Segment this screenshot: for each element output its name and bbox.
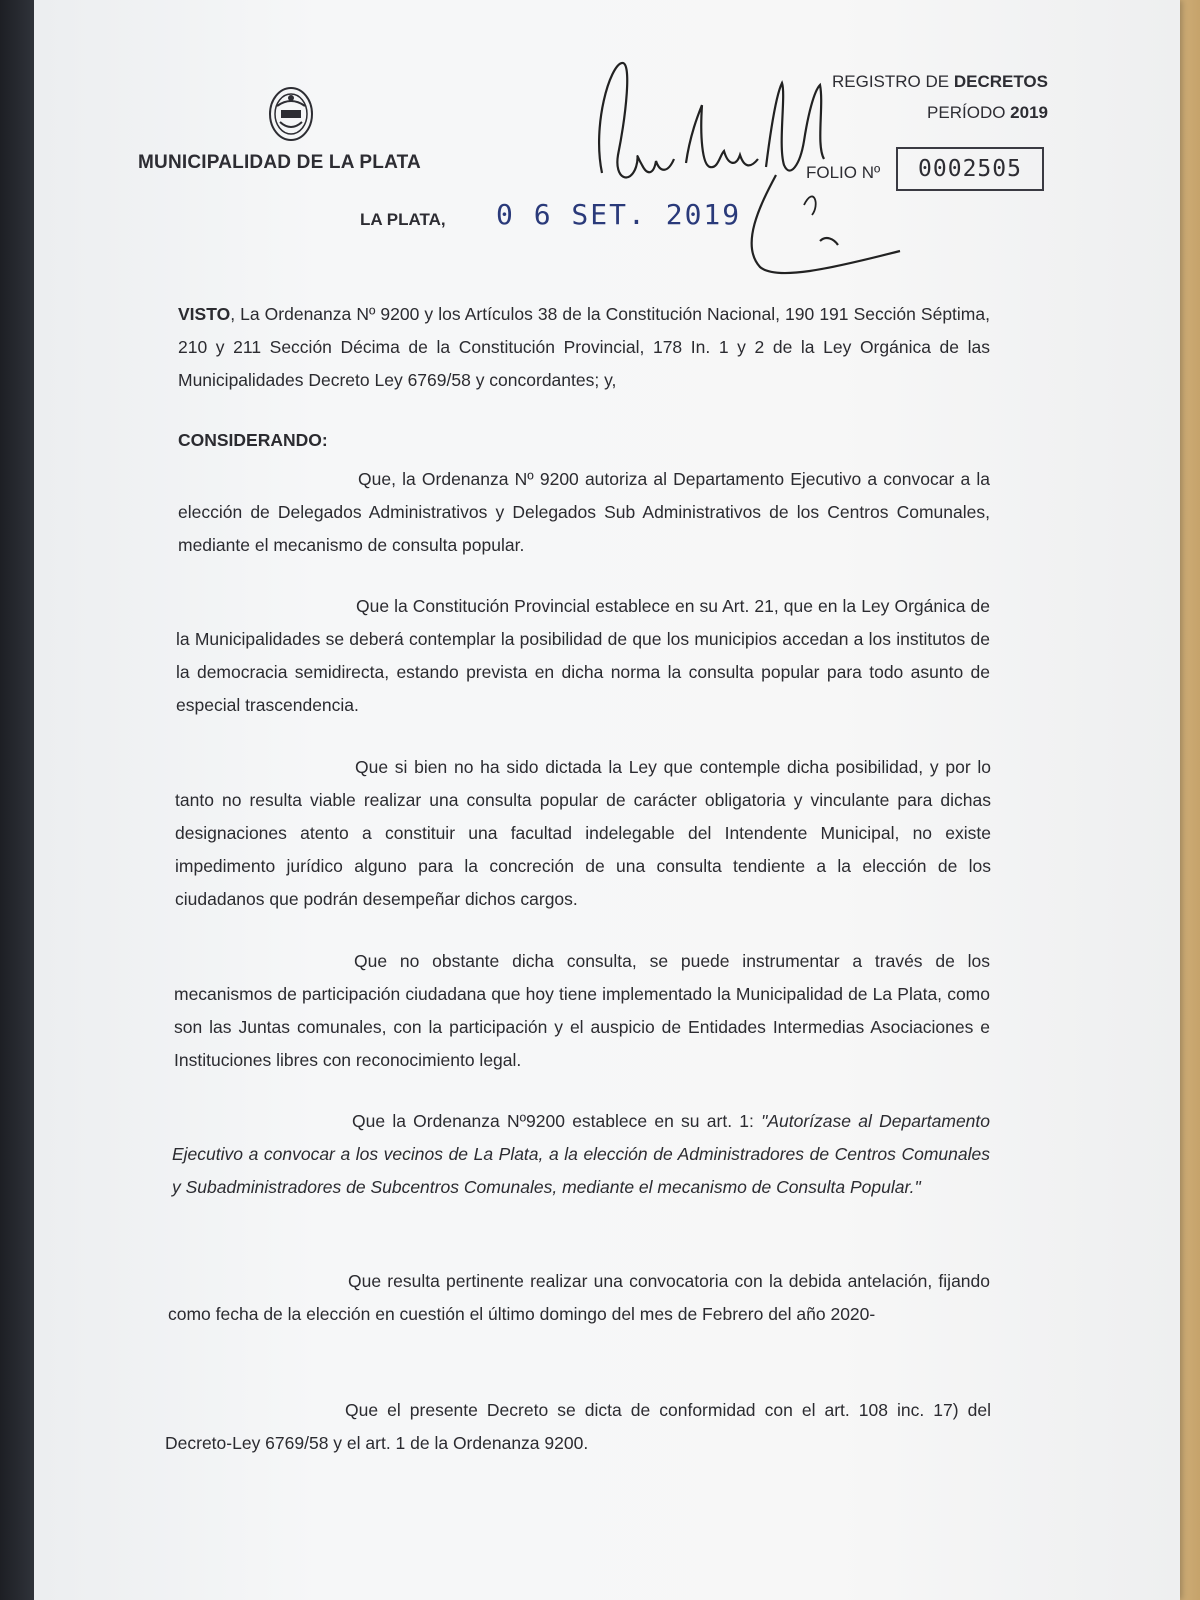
folio-label: FOLIO Nº: [806, 163, 881, 182]
considerando-heading: CONSIDERANDO:: [178, 430, 328, 450]
municipal-crest-icon: [268, 86, 314, 142]
register-title: REGISTRO DE DECRETOS: [831, 72, 1048, 91]
paragraph-5: Que la Ordenanza Nº9200 establece en su art. 1: "Autorízase al Departamento Ejecutivo a convocar a los vecinos de La Plata, a la elección de Administradores de Centros Comunales y Subadministradores de Subcentros Comunales, mediante el mecanismo de Consulta Popular.": [172, 1111, 991, 1197]
handwritten-signature: [590, 55, 930, 295]
folio-number: 0002505: [896, 147, 1044, 191]
paragraph-3: Que si bien no ha sido dictada la Ley que contemple dicha posibilidad, y por lo tanto no resulta viable realizar una consulta popular de carácter obligatoria y vinculante para dichas designaciones atento a constituir una facultad indelegable del Intendente Municipal, no existe impedimento jurídico alguno para la concreción de una consulta tendiente a la elección de los ciudadanos que podrán desempeñar dichos cargos.: [175, 757, 991, 909]
date-stamp: 0 6 SET. 2019: [496, 198, 742, 231]
place-label: LA PLATA,: [360, 210, 446, 229]
register-period: PERÍODO 2019: [927, 103, 1048, 122]
municipality-name: MUNICIPALIDAD DE LA PLATA: [138, 152, 421, 173]
paragraph-1: Que, la Ordenanza Nº 9200 autoriza al Departamento Ejecutivo a convocar a la elección de Delegados Administrativos y Delegados Sub Administrativos de los Centros Comunales, mediante el mecanismo de consulta popular.: [178, 469, 990, 555]
paragraph-4: Que no obstante dicha consulta, se puede instrumentar a través de los mecanismos de participación ciudadana que hoy tiene implementado la Municipalidad de La Plata, como son las Juntas comunales, con la participación y el auspicio de Entidades Intermedias Asociaciones e Instituciones libres con reconocimiento legal.: [174, 951, 990, 1070]
paragraph-6: Que resulta pertinente realizar una convocatoria con la debida antelación, fijando como fecha de la elección en cuestión el último domingo del mes de Febrero del año 2020-: [168, 1271, 990, 1324]
paragraph-2: Que la Constitución Provincial establece en su Art. 21, que en la Ley Orgánica de la Municipalidades se deberá contemplar la posibilidad de que los municipios accedan a los institutos de la democracia semidirecta, estando prevista en dicha norma la consulta popular para todo asunto de especial trascendencia.: [176, 596, 990, 715]
visto-paragraph: VISTO, La Ordenanza Nº 9200 y los Artículos 38 de la Constitución Nacional, 190 191 Sección Séptima, 210 y 211 Sección Décima de la Constitución Provincial, 178 In. 1 y 2 de la Ley Orgánica de las Municipalidades Decreto Ley 6769/58 y concordantes; y,: [178, 304, 990, 390]
ordinance-quote: "Autorízase al Departamento Ejecutivo a convocar a los vecinos de La Plata, a la elección de Administradores de Centros Comunales y Subadministradores de Subcentros Comunales, mediante el mecanismo de Consulta Popular.": [172, 1111, 991, 1197]
paragraph-7: Que el presente Decreto se dicta de conformidad con el art. 108 inc. 17) del Decreto-Ley 6769/58 y el art. 1 de la Ordenanza 9200.: [165, 1400, 991, 1453]
visto-label: VISTO: [178, 304, 231, 324]
